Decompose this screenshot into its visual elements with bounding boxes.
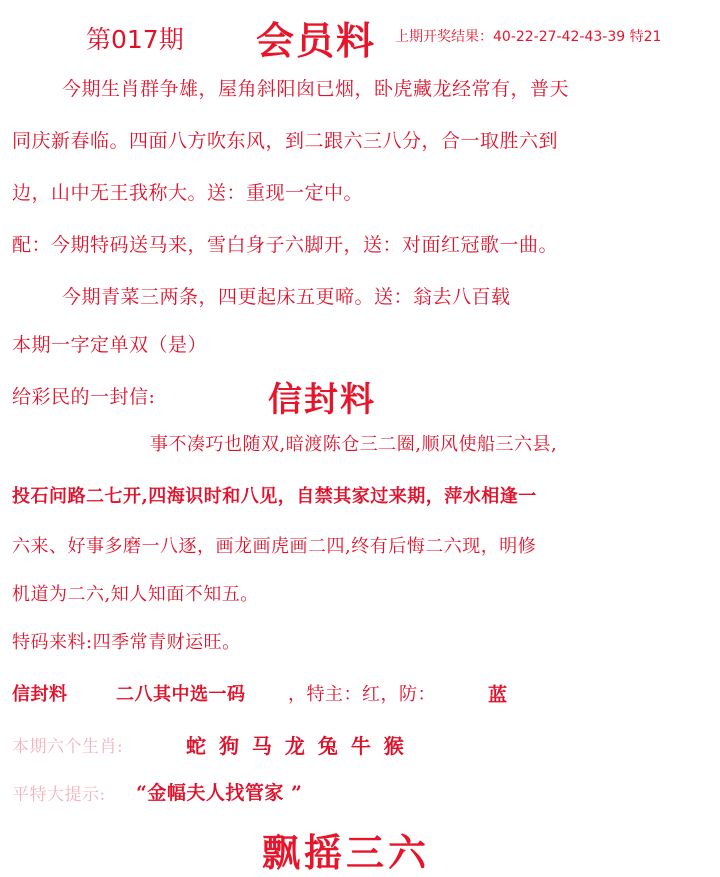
- page-title: 会员料: [256, 18, 377, 63]
- letter-intro: 给彩民的一封信:: [12, 386, 156, 408]
- previous-result: 上期开奖结果：40-22-27-42-43-39 特21: [395, 29, 662, 45]
- poem-line-1: 今期生肖群争雄，屋角斜阳囱已烟，卧虎藏龙经常有，普天: [62, 78, 570, 100]
- summary-label: 信封料: [12, 684, 68, 705]
- letter-line-2: 投石问路二七开,四海识时和八见，自禁其家过来期，萍水相逢一: [12, 486, 537, 507]
- zodiac-label: 本期六个生肖:: [12, 737, 124, 757]
- summary-main-label: ，特主：红，防：: [288, 684, 436, 705]
- summary-pick: 二八其中选一码: [116, 684, 246, 705]
- summary-main-value: 蓝: [488, 684, 508, 706]
- footer-title: 飘摇三六: [262, 830, 431, 875]
- letter-line-5: 特码来料:四季常青财运旺。: [12, 632, 241, 653]
- letter-title: 信封料: [268, 380, 376, 420]
- poem-line-5: 今期青菜三两条，四更起床五更啼。送：翁去八百载: [62, 286, 511, 308]
- poem-line-6: 本期一字定单双（是）: [12, 334, 208, 356]
- phrase-label: 平特大提示:: [12, 785, 106, 805]
- poem-line-4: 配：今期特码送马来，雪白身子六脚开，送：对面红冠歌一曲。: [12, 234, 559, 256]
- letter-line-4: 机道为二六,知人知面不知五。: [12, 584, 259, 605]
- zodiac-list: 蛇 狗 马 龙 兔 牛 猴: [186, 734, 407, 758]
- poem-line-2: 同庆新春临。四面八方吹东风，到二跟六三八分，合一取胜六到: [12, 130, 559, 152]
- letter-line-1: 事不凑巧也随双,暗渡陈仓三二圈,顺风使船三六县,: [150, 434, 558, 455]
- poem-line-3: 边，山中无王我称大。送：重现一定中。: [12, 182, 364, 204]
- letter-line-3: 六来、好事多磨一八逐，画龙画虎画二四,终有后悔二六现，明修: [12, 536, 537, 557]
- issue-number: 第017期: [86, 25, 184, 54]
- phrase-value: “金幅夫人找管家 ”: [136, 782, 303, 804]
